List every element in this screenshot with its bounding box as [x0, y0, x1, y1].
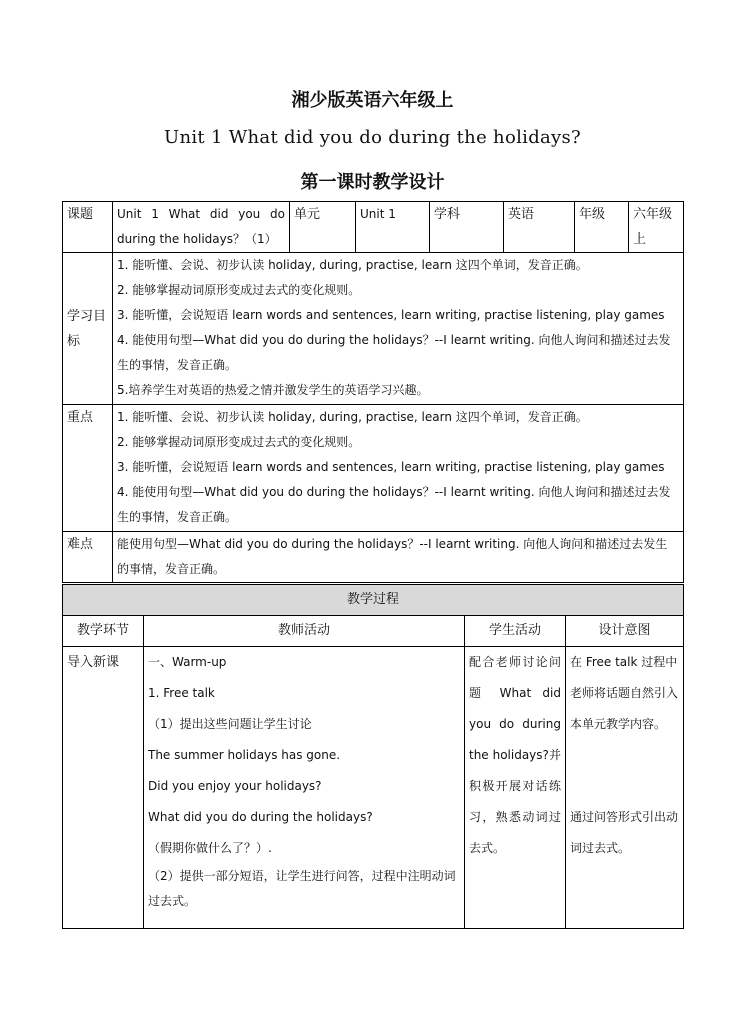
teacher-line: （1）提出这些问题让学生讨论	[148, 717, 312, 731]
key-point-item: 4. 能使用句型—What did you do during the holidays？--I learnt writing. 向他人询问和描述过去发生的事情，发音正确。	[117, 485, 671, 524]
unit-title: Unit 1 What did you do during the holidays?	[163, 127, 582, 148]
column-header: 设计意图	[566, 616, 684, 647]
intent-spacer	[570, 740, 679, 802]
stage-label: 导入新课	[63, 647, 144, 929]
difficulties-row	[63, 532, 684, 583]
teacher-line: What did you do during the holidays?	[148, 810, 373, 824]
difficulties-label: 难点	[63, 532, 113, 583]
teacher-line: 一、Warm-up	[148, 655, 227, 669]
key-points-label: 重点	[63, 405, 113, 532]
unit-label: 单元	[290, 202, 356, 253]
process-title: 教学过程	[63, 585, 684, 616]
lesson-info-table	[62, 201, 684, 583]
topic-label: 课题	[63, 202, 113, 253]
objective-item: 3. 能听懂，会说短语 learn words and sentences, learn writing, practise listening, play games	[117, 308, 665, 322]
process-row	[63, 647, 684, 929]
intent-text: 通过问答形式引出动词过去式。	[570, 810, 679, 855]
document-title: 湘少版英语六年级上	[291, 90, 454, 111]
key-point-item: 2. 能够掌握动词原形变成过去式的变化规则。	[117, 435, 361, 449]
key-points-content	[113, 405, 684, 532]
objective-item: 5.培养学生对英语的热爱之情并激发学生的英语学习兴趣。	[117, 383, 429, 397]
key-points-row	[63, 405, 684, 532]
grade-value: 六年级上	[629, 202, 684, 253]
objectives-label: 学习目标	[63, 253, 113, 405]
student-activity: 配合老师讨论问题 What did you do during the holidays?并积极开展对话练习，熟悉动词过去式。	[465, 647, 566, 929]
objectives-content	[113, 253, 684, 405]
intent-text: 在 Free talk 过程中老师将话题自然引入本单元教学内容。	[570, 655, 679, 731]
teaching-process-table	[62, 584, 684, 929]
key-point-item: 1. 能听懂、会说、初步认读 holiday, during, practise, learn 这四个单词，发音正确。	[117, 410, 588, 424]
unit-value: Unit 1	[356, 202, 430, 253]
info-row	[63, 202, 684, 253]
objective-item: 2. 能够掌握动词原形变成过去式的变化规则。	[117, 283, 361, 297]
lesson-design-title: 第一课时教学设计	[300, 172, 445, 193]
process-title-row	[63, 585, 684, 616]
key-point-item: 3. 能听懂，会说短语 learn words and sentences, learn writing, practise listening, play games	[117, 460, 665, 474]
objective-item: 1. 能听懂、会说、初步认读 holiday, during, practise, learn 这四个单词，发音正确。	[117, 258, 588, 272]
subject-label: 学科	[430, 202, 504, 253]
teacher-activity	[144, 647, 465, 929]
topic-value: Unit 1 What did you do during the holidays？（1）	[113, 202, 290, 253]
teacher-line: （假期你做什么了？）.	[148, 841, 272, 855]
column-header: 教师活动	[144, 616, 465, 647]
teacher-line: 1. Free talk	[148, 686, 215, 700]
subject-value: 英语	[504, 202, 575, 253]
objective-item: 4. 能使用句型—What did you do during the holidays？--I learnt writing. 向他人询问和描述过去发生的事情，发音正确。	[117, 333, 671, 372]
process-header-row	[63, 616, 684, 647]
objectives-row	[63, 253, 684, 405]
grade-label: 年级	[575, 202, 629, 253]
teacher-line: The summer holidays has gone.	[148, 748, 341, 762]
difficulties-content: 能使用句型—What did you do during the holidays？--I learnt writing. 向他人询问和描述过去发生的事情，发音正确。	[113, 532, 684, 583]
teacher-line: （2）提供一部分短语，让学生进行问答，过程中注明动词过去式。	[148, 869, 456, 908]
design-intent	[566, 647, 684, 929]
column-header: 学生活动	[465, 616, 566, 647]
column-header: 教学环节	[63, 616, 144, 647]
teacher-line: Did you enjoy your holidays?	[148, 779, 322, 793]
